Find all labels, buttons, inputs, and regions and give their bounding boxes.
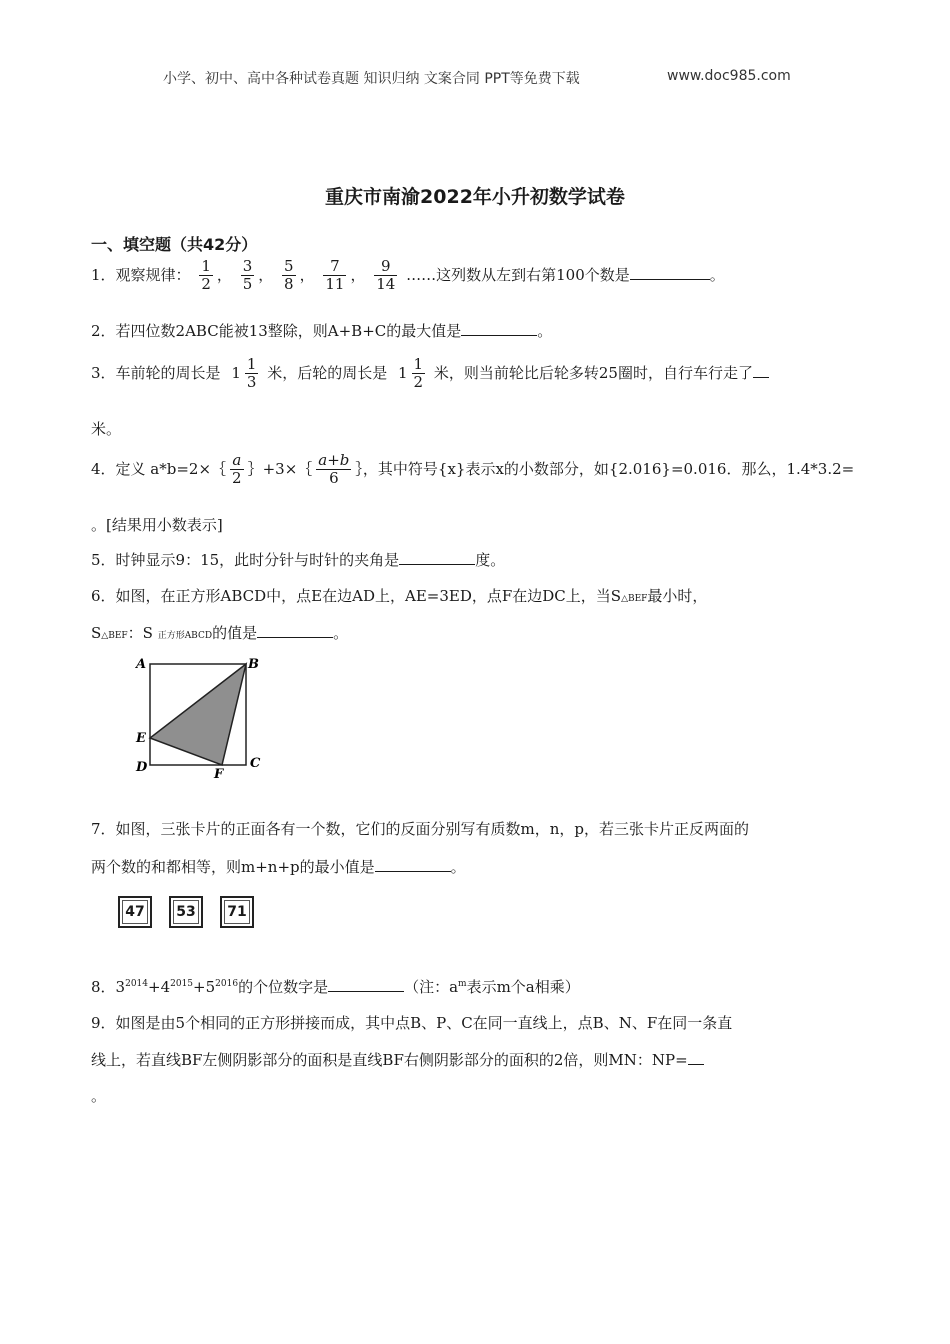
q8-note: （注：a (404, 978, 459, 996)
q6-line-1: 6．如图，在正方形ABCD中，点E在边AD上，AE=3ED，点F在边DC上，当S (91, 587, 622, 605)
q4-fraction-2 (316, 452, 351, 488)
q3-part-2: 米，后轮的周长是 (267, 363, 388, 382)
q6-end: 。 (333, 624, 349, 642)
numerator: 7 (323, 258, 346, 276)
label-f: F (214, 767, 224, 780)
question-5 (91, 549, 505, 570)
label-b: B (248, 657, 259, 672)
q8-part: 的个位数字是 (238, 978, 329, 996)
answer-blank[interactable] (461, 321, 537, 336)
question-9-line-2 (91, 1049, 704, 1070)
numerator: 3 (242, 257, 253, 275)
exponent: 2014 (125, 979, 148, 989)
q9-line-2-text: 线上，若直线BF左侧阴影部分的面积是直线BF右侧阴影部分的面积的2倍，则MN：NP= (91, 1051, 688, 1069)
q6-s-1: S (91, 624, 102, 642)
section-heading: 一、填空题（共42分） (91, 235, 258, 254)
q3-whole-2: 1 (398, 363, 408, 382)
q6-line-1-end: 最小时， (647, 587, 708, 605)
q3-whole-1: 1 (231, 363, 241, 382)
q5-end: 度。 (475, 551, 506, 569)
numerator: 1 (413, 355, 424, 373)
q7-end: 。 (450, 858, 466, 876)
numerator: 1 (201, 257, 211, 275)
label-d: D (136, 760, 148, 775)
q1-fraction-4 (323, 258, 346, 294)
question-7: 7．如图，三张卡片的正面各有一个数，它们的反面分别写有质数m，n，p，若三张卡片正反两面的 (91, 820, 750, 838)
card-1: 47 (118, 896, 152, 928)
q6-ratio: ：S (127, 624, 158, 642)
answer-blank[interactable] (688, 1050, 704, 1065)
label-c: C (250, 756, 261, 771)
question-6-line-2 (91, 622, 348, 643)
denominator: 8 (284, 275, 294, 294)
question-1 (91, 258, 725, 294)
triangle-bef (150, 664, 246, 765)
label-a: A (136, 657, 147, 672)
q3-part-1: 3．车前轮的周长是 (91, 363, 221, 382)
q4-part-2: ｝+3×｛ (247, 459, 313, 478)
denominator: 11 (325, 275, 345, 294)
q3-mixed-fraction-2 (412, 356, 426, 392)
numerator: a+b (318, 451, 350, 469)
q3-mixed-fraction-1 (245, 356, 259, 392)
question-2 (91, 320, 552, 341)
card-2: 53 (169, 896, 203, 928)
question-9-line-3: 。 (91, 1087, 107, 1105)
label-e: E (136, 731, 146, 746)
question-6 (91, 585, 707, 606)
q8-part: +4 (148, 978, 171, 996)
denominator: 5 (242, 275, 253, 294)
q1-number: 1． (91, 265, 116, 284)
denominator: 14 (376, 275, 396, 294)
denominator: 2 (413, 373, 424, 392)
q8-note-end: 表示m个a相乘） (466, 978, 580, 996)
question-3 (91, 356, 769, 392)
square-abcd-figure (130, 655, 270, 780)
answer-blank[interactable] (257, 623, 333, 638)
q1-suffix: ……这列数从左到右第100个数是 (406, 265, 630, 284)
q4-part-1: 4．定义 a*b=2×｛ (91, 459, 227, 478)
separator: ， (350, 265, 366, 284)
q4-fraction-1 (230, 452, 244, 488)
q8-part: 8．3 (91, 978, 126, 996)
answer-blank[interactable] (375, 857, 451, 872)
answer-blank[interactable] (630, 265, 710, 280)
q1-prefix: 观察规律： (115, 265, 191, 284)
q6-value-text: 的值是 (212, 624, 258, 642)
q7-line-2-text: 两个数的和都相等，则m+n+p的最小值是 (91, 858, 375, 876)
q6-subscript: 正方形ABCD (157, 631, 213, 641)
denominator: 2 (232, 469, 242, 488)
answer-blank[interactable] (328, 977, 404, 992)
q6-subscript: △BEF (621, 594, 648, 604)
question-3-line-2: 米。 (91, 420, 122, 438)
q2-end: 。 (537, 322, 553, 340)
header-url[interactable]: www.doc985.com (667, 68, 791, 84)
denominator: 2 (201, 275, 211, 294)
numerator: 1 (246, 355, 257, 373)
q1-fraction-1 (199, 258, 213, 294)
q4-part-3: ｝，其中符号{x}表示x的小数部分，如{2.016}=0.016．那么，1.4*3.2= (355, 459, 855, 478)
header-left-text: 小学、初中、高中各种试卷真题 知识归纳 文案合同 PPT等免费下载 (163, 71, 580, 87)
q5-text: 5．时钟显示9：15，此时分针与时针的夹角是 (91, 551, 400, 569)
exponent: 2016 (215, 979, 239, 989)
numerator: a (230, 452, 244, 470)
separator: ， (299, 265, 315, 284)
card-3: 71 (220, 896, 254, 928)
numerator: 5 (284, 257, 294, 275)
question-4 (91, 452, 854, 488)
answer-blank[interactable] (753, 363, 769, 378)
question-8 (91, 976, 580, 997)
q1-end: 。 (709, 265, 725, 284)
q1-fraction-5 (374, 258, 397, 294)
q8-part: +5 (193, 978, 216, 996)
q1-fraction-3 (282, 258, 296, 294)
separator: ， (258, 265, 274, 284)
numerator: 9 (374, 258, 397, 276)
question-4-line-2: 。[结果用小数表示] (91, 516, 223, 534)
question-7-line-2 (91, 856, 466, 877)
separator: ， (216, 265, 232, 284)
page-title: 重庆市南渝2022年小升初数学试卷 (325, 186, 625, 208)
exponent: m (458, 979, 467, 989)
question-9: 9．如图是由5个相同的正方形拼接而成，其中点B、P、C在同一直线上，点B、N、F在同一条直 (91, 1014, 733, 1032)
denominator: 6 (329, 469, 339, 488)
q3-part-3: 米，则当前轮比后轮多转25圈时，自行车行走了 (433, 363, 753, 382)
q6-subscript: △BEF (101, 631, 128, 641)
q1-fraction-2 (241, 258, 255, 294)
answer-blank[interactable] (399, 550, 475, 565)
denominator: 3 (246, 373, 257, 392)
q2-text: 2．若四位数2ABC能被13整除，则A+B+C的最大值是 (91, 322, 462, 340)
exponent: 2015 (170, 979, 194, 989)
